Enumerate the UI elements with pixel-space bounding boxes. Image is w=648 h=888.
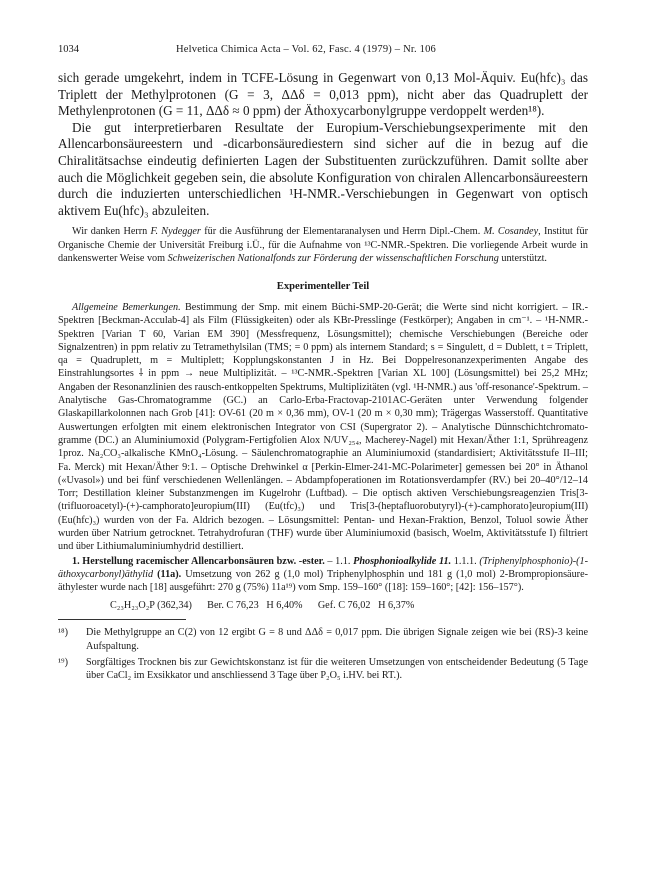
- general-remarks: [58, 301, 588, 554]
- section-1-text: Umsetzung von 262 g (1,0 mol) Triphenylphosphin und 181 g (1,0 mol) 2-Brompropionsäure-äthylester wurde nach [18] ausgeführt: 270 g (75%) 11a¹⁹) vom Smp. 159–160° ([18]: 159–160°; [42]: 156–157°).: [58, 568, 588, 594]
- elemental-analysis: C₂₃H₂₃O₂P (362,34) Ber. C 76,23 H 6,40% Gef. C 76,02 H 6,37%: [110, 600, 415, 612]
- ack-text-2: für die Ausführung der Elementaranalysen und Herrn Dipl.-Chem.: [200, 226, 484, 238]
- acknowledgement: [58, 225, 588, 265]
- section-1-heading: 1. Herstellung racemischer Allencarbonsäuren bzw. -ester.: [72, 555, 325, 567]
- ack-text-4: unterstützt.: [498, 252, 547, 264]
- footnote-rule: [58, 619, 186, 620]
- section-1-sub-number: 1.1.1.: [451, 555, 480, 567]
- footnote-19-text: Sorgfältiges Trocknen bis zur Gewichtskonstanz ist für die weiteren Umsetzungen von entscheidender Bedeutung (5 Tage über CaCl₂ im Exsikkator und anschliessend 3 Tage über P₂O₅ i.HV. bei RT.).: [86, 657, 588, 682]
- section-1-subheading: Phosphonioalkylide 11.: [353, 555, 452, 567]
- section-title: Experimenteller Teil: [276, 280, 370, 292]
- page-number: 1034: [58, 44, 79, 55]
- footnote-19: [58, 656, 588, 683]
- page-header: [58, 44, 588, 60]
- compound-name: (Triphenylphosphonio)-(1-äthoxycarbonyl)äthylid: [58, 555, 589, 580]
- ack-text-3: , Institut für Organische Chemie der Universität Freiburg i.Ü., für die Aufnahme von ¹³C-NMR.-Spektren. Die vorliegende Arbeit wurde in dankenswerter Weise vom: [58, 226, 589, 264]
- journal-page: [58, 44, 588, 686]
- section-1-sub-plain: – 1.1.: [324, 555, 354, 567]
- footnote-18: [58, 626, 588, 653]
- general-remarks-lead: Allgemeine Bemerkungen.: [72, 301, 181, 313]
- section-1-paragraph: [58, 555, 588, 595]
- ack-text-1: Wir danken Herrn: [72, 226, 151, 238]
- compound-id: (11a).: [153, 568, 182, 580]
- running-title: Helvetica Chimica Acta – Vol. 62, Fasc. 4 (1979) – Nr. 106: [176, 44, 436, 55]
- general-remarks-text: Bestimmung der Smp. mit einem Büchi-SMP-20-Gerät; die Werte sind nicht korrigiert. – IR.-Spektren [Beckman-Acculab-4] als Film (Flüssigkeiten) oder als KBr-Presslinge (Festkörper); Angaben in cm⁻¹. – ¹H-NMR.-Spektren [Varian T 60, Varian EM 390] (Messfrequenz, Lösungsmittel); chemische Verschiebungen (Bereiche oder Signalzentren) in ppm relativ zu Tetramethylsilan (TMS; = 0 ppm) als internem Standard; s = Singulett, d = Dublett, t = Triplett, qa = Quadruplett, m = Multiplett; Kopplungskonstanten J in Hz. Bei Doppelresonanzexperimenten Angabe des Einstrahlungsortes ⸸ in ppm → neue Multiplizität. – ¹³C-NMR.-Spektren [Varian XL 100] (Lösungsmittel) bei 25,2 MHz; Angaben der Resonanzlinien des rausch-entkoppelten Spektrums, Multiplizitäten (vgl. ¹H-NMR.) aus 'off-resonance'-Spektrum. – Analytische Gas-Chromatogramme (GC.) an Carlo-Erba-Fractovap-2101AC-Geräten unter Verwendung folgender Glaskapillarkolonnen nach Grob [41]: OV-61 (20 m × 0,36 mm), OV-1 (20 m × 0,30 mm); Trägergas Wasserstoff. Quantitative Auswertungen erfolgten mit einem elektronischen Integrator von CSI (Supergrator 2). – Analytische Dünnschichtchromatogramme (DC.) an Aluminiumoxid (Polygram-Fertigfolien Alox N/UV₂₅₄, Macherey-Nagel) mit Hexan/Äther 1:1, Sprühreagenz 1proz. Na₂CO₃-alkalische KMnO₄-Lösung. – Säulenchromatographie an Aluminiumoxid (standardisiert; Aktivitätsstufe II–III; Fa. Merck) mit Hexan/Äther 9:1. – Optische Drehwinkel α [Perkin-Elmer-241-MC-Polarimeter] gemessen bei 20° in Äthanol («Uvasol») und bei fünf verschiedenen Wellenlängen. – Abdampfoperationen im Rotationsverdampfer (RV.) bei 20–40°/12–14 Torr; Destillation kleiner Substanzmengen im Kugelrohr (Luftbad). – Die optisch aktiven Verschiebungsreagenzien Tris[3-(trifluoroacetyl)-(+)-camphorato]europium(III) (Eu(tfc)₃) und Tris[3-(heptafluorobutyryl)-(+)-camphorato]europium(III) (Eu(hfc)₃) wurden von der Fa. Aldrich bezogen. – Lösungsmittel: Pentan- und Hexan-Fraktion, Benzol, Toluol sowie Äther wurden über Natrium getrocknet. Tetrahydrofuran (THF) wurde über Aluminiumoxid (basisch, Woelm, Aktivitätsstufe I) filtriert und über Lithiumaluminiumhydrid destilliert.: [58, 301, 588, 553]
- footnote-18-text: Die Methylgruppe an C(2) von 12 ergibt G = 8 und ΔΔδ = 0,017 ppm. Die übrigen Signale zeigen wie bei (RS)-3 keine Aufspaltung.: [86, 627, 588, 652]
- footnote-18-mark: ¹⁸): [58, 627, 68, 639]
- paragraph-1: sich gerade umgekehrt, indem in TCFE-Lösung in Gegenwart von 0,13 Mol-Äquiv. Eu(hfc)₃ das Triplett der Methylprotonen (G = 3, ΔΔδ = 0,013 ppm), nicht aber das Quadruplett der Methylenprotonen (G = 11, ΔΔδ ≈ 0 ppm) der Äthoxycarbonylgruppe verdoppelt werden¹⁸).: [58, 70, 588, 119]
- paragraph-2: Die gut interpretierbaren Resultate der Europium-Verschiebungsexperimente mit den Allencarbonsäureestern und -dicarbonsäurediestern sind sicher auf die in bezug auf die Chiralitätsachse eindeutig definierten Lagen der Substituenten zurückzuführen. Damit sollte aber auch die Möglichkeit gegeben sein, die absolute Konfiguration von chiralen Allencarbonsäureestern durch die induzierten unterschiedlichen ¹H-NMR.-Verschiebungen in Gegenwart von optisch aktivem Eu(hfc)₃ abzuleiten.: [58, 119, 588, 218]
- footnote-19-mark: ¹⁹): [58, 657, 68, 669]
- ack-funder: Schweizerischen Nationalfonds zur Förderung der wissenschaftlichen Forschung: [167, 252, 499, 264]
- discussion-text: [58, 70, 588, 219]
- ack-person-1: F. Nydegger: [150, 226, 201, 238]
- ack-person-2: M. Cosandey: [483, 226, 539, 238]
